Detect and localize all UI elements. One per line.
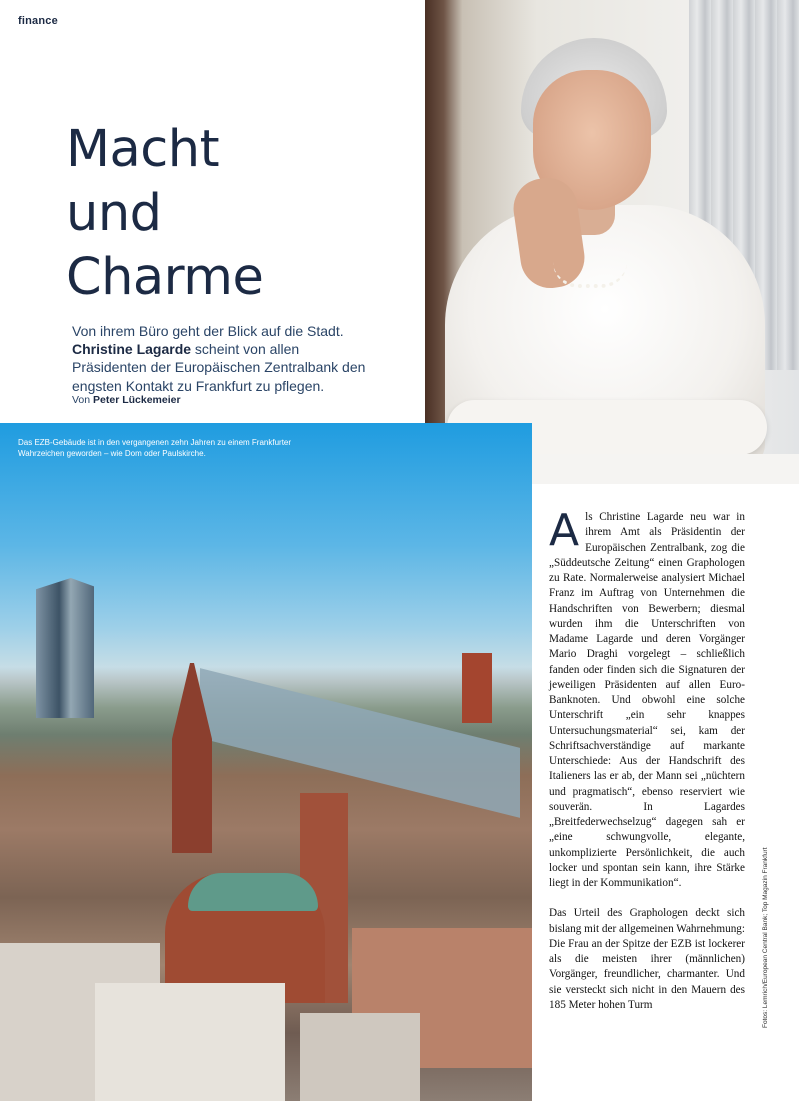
ecb-tower (36, 578, 94, 718)
headline-line-2: und (66, 184, 162, 243)
byline (72, 394, 181, 406)
article-paragraph-2: Das Urteil des Graphologen deckt sich bislang mit der allgemeinen Wahrnehmung: Die Frau an der Spitze der EZB ist lockerer als die meisten ihrer (männlichen) Vorgänger, freundlicher, charmanter. Und sie versteckt sich nicht in den Mauern des 185 Meter hohen Turm (549, 907, 745, 1011)
byline-prefix: Von (72, 394, 91, 406)
lead-person-name: Christine Lagarde (72, 341, 192, 358)
lead-intro: Von ihrem Büro geht der Blick auf die Stadt. (72, 323, 344, 339)
lead-paragraph (72, 322, 372, 395)
portrait-photo (425, 0, 799, 484)
lead-rest: scheint von allen Präsidenten der Europäischen Zentralbank den engsten Kontakt zu Frankfurt zu pflegen. (72, 341, 366, 394)
photo-caption: Das EZB-Gebäude ist in den vergangenen zehn Jahren zu einem Frankfurter Wahrzeichen geworden – wie Dom oder Paulskirche. (18, 438, 292, 458)
city-skyline-photo (0, 423, 532, 1101)
building (300, 1013, 420, 1101)
headline-line-3: Charme (66, 248, 264, 307)
article-paragraph-1 (549, 505, 745, 891)
drop-cap: A (549, 505, 580, 556)
photo-credit: Fotos: Lemrich/European Central Bank; Top Magazin Frankfurt (762, 847, 769, 1028)
headline (66, 118, 406, 310)
headline-line-1: Macht (66, 120, 220, 179)
paragraph-1-text: ls Christine Lagarde neu war in ihrem Amt als Präsidentin der Europäischen Zentralbank, zog die „Süddeutsche Zeitung“ einen Graphologen zu Rate. Normalerweise analysiert Michael Franz im Auftrag von Unternehmen die Handschriften von Bewerbern; diesmal wurden ihm die Unterschriften von Madame Lagarde und deren Vorgänger Mario Draghi vorgelegt – schließlich fanden oder finden sich die Signaturen der jeweiligen Präsidenten auf allen Euro-Banknoten. Und obwohl eine solche Unterschrift „ein sehr knappes Untersuchungsmaterial“ sei, kam der Schriftsachverständige auf markante Unterschiede: Aus der Handschrift des Italieners las er ab, der Mann sei „nüchtern und pragmatisch“, ebenso reserviert wie souverän. In Lagardes „Breitfederwechselzug“ dagegen sah er „eine schwungvolle, elegante, unkomplizierte Persönlichkeit, die auch locker und spontan sein kann, ihre Stärke liegt in der Kommunikation“. (549, 511, 745, 889)
building (95, 983, 285, 1101)
section-label: finance (18, 15, 58, 27)
article-body (549, 505, 745, 1028)
red-tower (462, 653, 492, 723)
byline-author: Peter Lückemeier (93, 394, 181, 406)
paulskirche-dome (188, 873, 318, 911)
